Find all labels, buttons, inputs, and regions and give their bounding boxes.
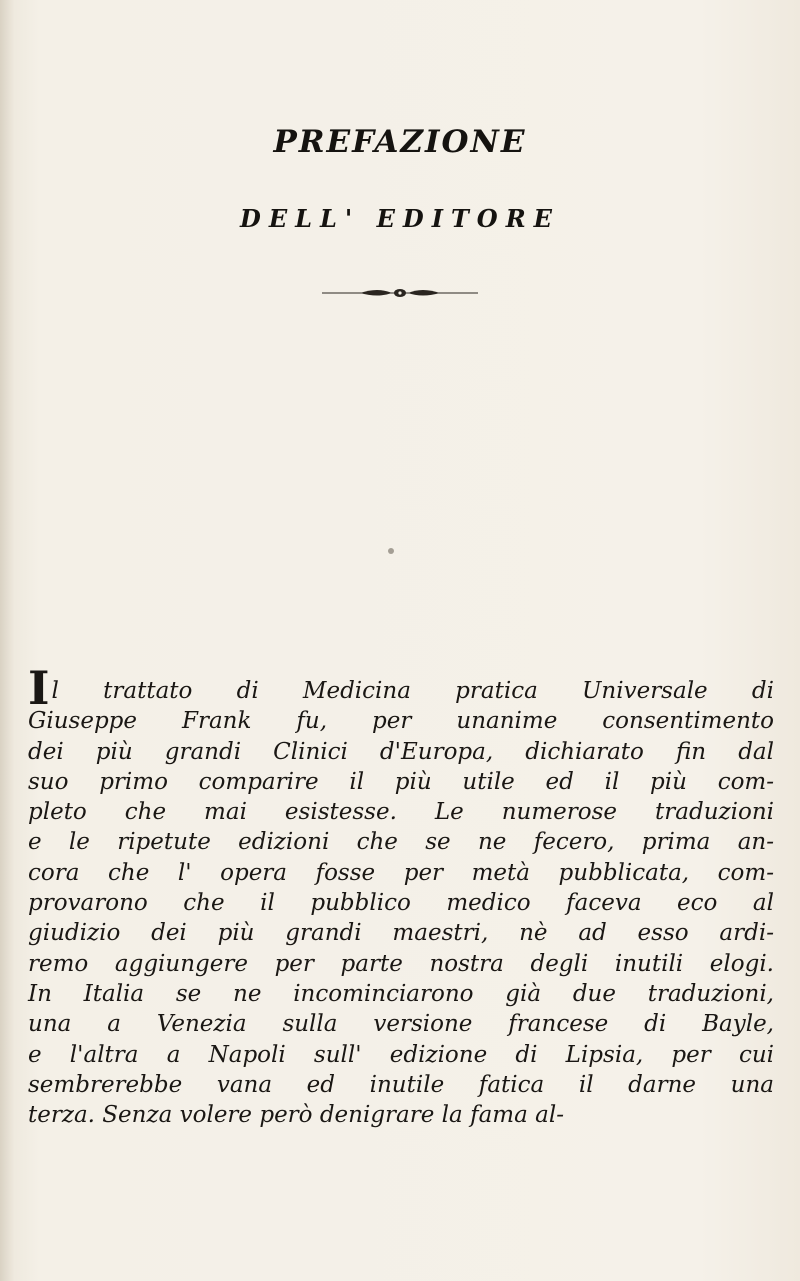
- text-line: e le ripetute edizioni che se ne fecero, prima an-: [28, 829, 774, 856]
- text-line: suo primo comparire il più utile ed il più com-: [28, 768, 774, 795]
- paper-speck: [388, 548, 394, 554]
- page-subtitle: DELL' EDITORE: [240, 204, 560, 233]
- text-line: pleto che mai esistesse. Le numerose traduzioni: [28, 799, 774, 826]
- text-line: giudizio dei più grandi maestri, nè ad esso ardi-: [28, 920, 774, 947]
- page-binding-edge: [0, 0, 14, 1281]
- text-line: cora che l' opera fosse per metà pubblicata, com-: [28, 859, 774, 886]
- text-line: e l'altra a Napoli sull' edizione di Lipsia, per cui: [28, 1041, 774, 1068]
- text-line: In Italia se ne incominciarono già due traduzioni,: [28, 980, 774, 1007]
- text-line: Il trattato di Medicina pratica Universale di: [28, 661, 774, 715]
- text-line: sembrerebbe vana ed inutile fatica il darne una: [28, 1071, 774, 1098]
- text-line: provarono che il pubblico medico faceva eco al: [28, 890, 774, 917]
- text-line: remo aggiungere per parte nostra degli inutili elogi.: [28, 950, 774, 977]
- drop-initial: I: [28, 661, 50, 715]
- text-line: Giuseppe Frank fu, per unanime consentimento: [28, 708, 774, 735]
- text-line: dei più grandi Clinici d'Europa, dichiarato fin dal: [28, 738, 774, 765]
- page-title: PREFAZIONE: [273, 124, 527, 160]
- preface-paragraph: [28, 661, 774, 1130]
- ornamental-rule-icon: [320, 286, 480, 300]
- text-line: una a Venezia sulla versione francese di Bayle,: [28, 1011, 774, 1038]
- text-line: terza. Senza volere però denigrare la fama al-: [28, 1102, 564, 1129]
